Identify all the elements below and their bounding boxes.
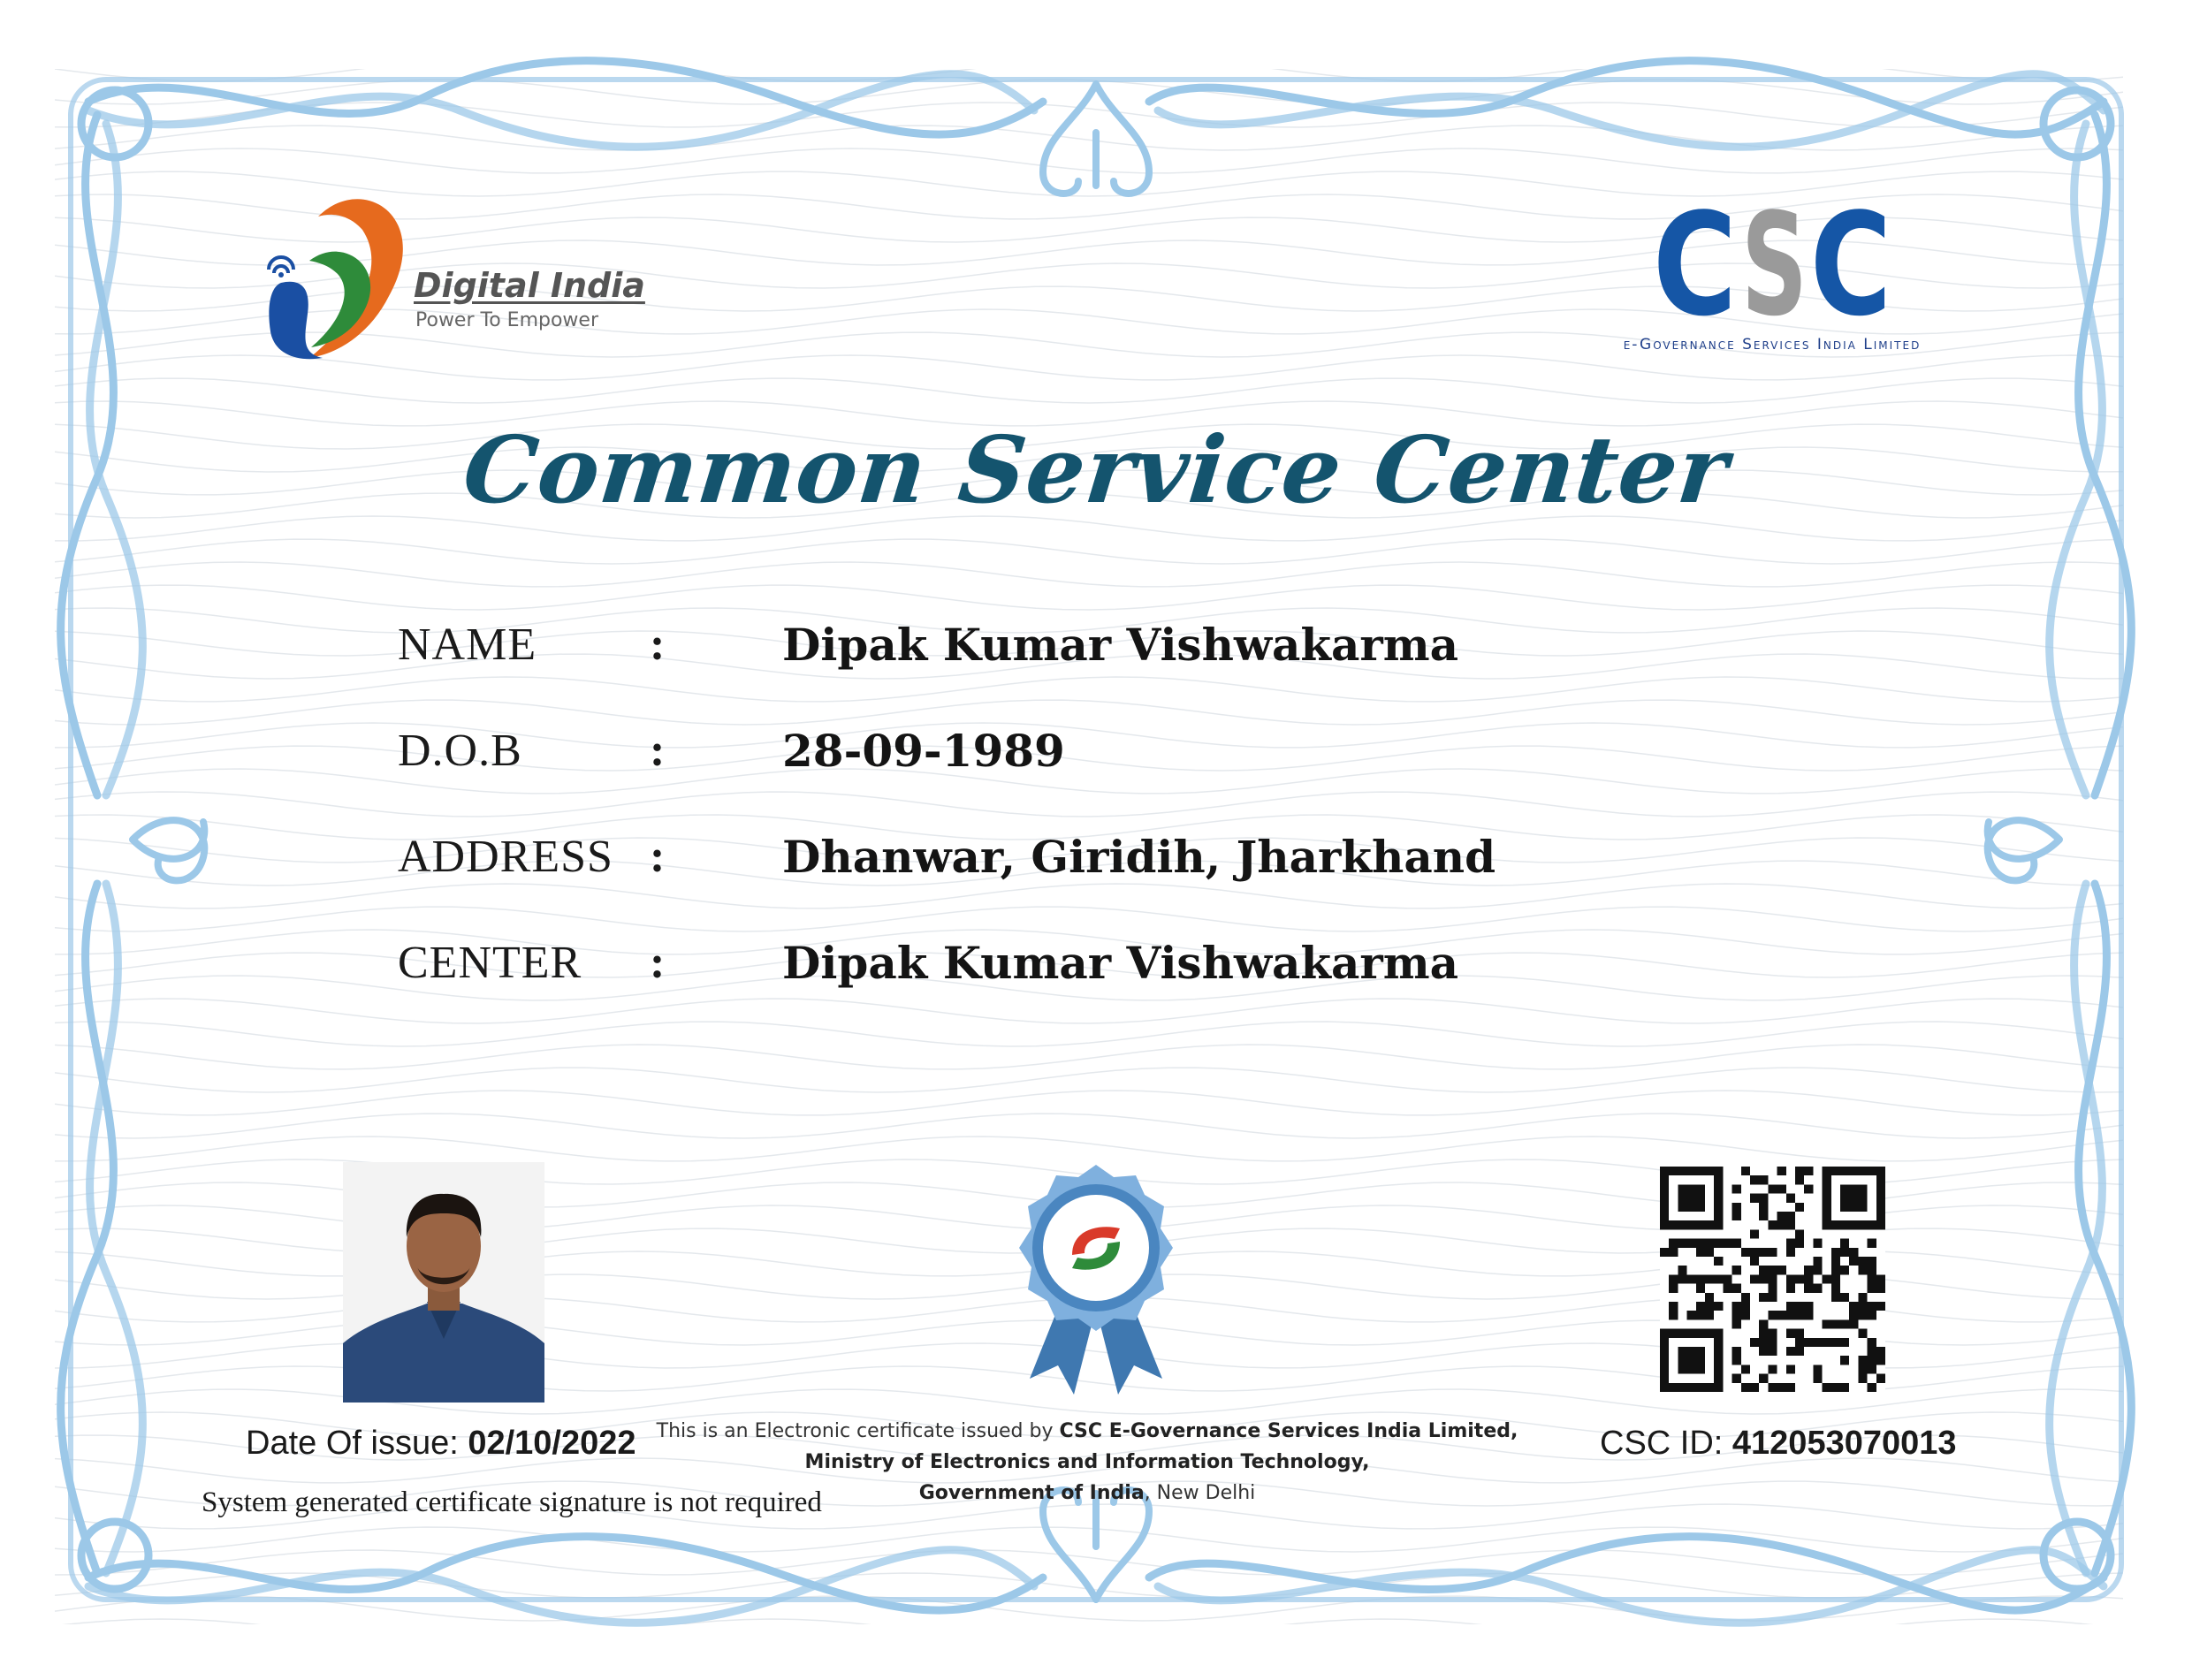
csc-id [1600,1425,1957,1463]
csc-id-label: CSC ID: [1600,1425,1732,1462]
guilloche-line [55,700,2123,725]
guilloche-line [55,1619,2123,1624]
dob-label: D.O.B [398,726,522,776]
holder-photo [343,1162,544,1403]
guilloche-line [55,539,2123,564]
guilloche-line [55,1045,2123,1069]
svg-text:S: S [1741,203,1808,327]
guilloche-line [55,1114,2123,1138]
issuer-note [654,1416,1520,1509]
guilloche-line [55,103,2123,127]
person-photo-icon [343,1162,544,1403]
name-colon: : [650,620,666,670]
issuer-line1-org: CSC E-Governance Services India Limited, [1059,1420,1518,1442]
issuer-line3-gov: Government of India [918,1482,1145,1504]
guilloche-line [55,1527,2123,1552]
award-ribbon-seal [1003,1158,1189,1396]
name-label: NAME [398,620,537,670]
guilloche-line [55,1573,2123,1598]
guilloche-line [55,148,2123,173]
certificate-title: Common Service Center [458,415,1734,524]
guilloche-line [55,907,2123,931]
qr-code [1660,1167,1885,1392]
guilloche-line [55,999,2123,1023]
digital-india-title: Digital India [414,266,645,305]
issuer-line2: Ministry of Electronics and Information Technology, [804,1451,1370,1473]
digital-india-tagline: Power To Empower [415,309,598,331]
detail-row-name [398,619,1900,680]
center-label: CENTER [398,938,582,988]
guilloche-line [55,378,2123,403]
csc-tagline: e-Governance Services India Limited [1623,336,1922,353]
issue-date-value: 02/10/2022 [468,1425,636,1462]
center-value: Dipak Kumar Vishwakarma [782,937,1459,989]
detail-row-dob [398,725,1900,787]
digital-india-logo [256,181,645,376]
guilloche-line [55,80,2123,104]
guilloche-line [55,562,2123,587]
guilloche-line [55,1022,2123,1046]
guilloche-line [55,1091,2123,1115]
guilloche-line [55,792,2123,817]
csc-letters [1653,203,1891,327]
address-colon: : [650,832,666,882]
signature-note: System generated certificate signature is not required [202,1486,822,1518]
csc-logo [1564,203,1980,362]
guilloche-line [55,125,2123,150]
issue-date-label: Date Of issue: [246,1425,468,1462]
detail-row-center [398,937,1900,999]
seal-icon [1003,1158,1189,1396]
guilloche-line [55,1550,2123,1575]
dob-colon: : [650,726,666,776]
issuer-line1-text: This is an Electronic certificate issued by [656,1420,1060,1442]
svg-text:C: C [1653,203,1737,327]
csc-id-value: 412053070013 [1732,1425,1957,1462]
guilloche-line [55,1068,2123,1092]
digital-india-icon [256,181,415,367]
date-of-issue [246,1425,636,1463]
dob-value: 28-09-1989 [782,725,1065,777]
name-value: Dipak Kumar Vishwakarma [782,619,1459,671]
detail-row-address [398,831,1900,893]
svg-text:C: C [1810,203,1891,327]
issuer-line3-city: , New Delhi [1144,1482,1256,1504]
guilloche-line [55,585,2123,610]
center-colon: : [650,938,666,988]
guilloche-line [55,69,2123,81]
address-label: ADDRESS [398,832,613,882]
guilloche-line [55,677,2123,702]
address-value: Dhanwar, Giridih, Jharkhand [782,831,1496,883]
guilloche-line [55,1596,2123,1621]
